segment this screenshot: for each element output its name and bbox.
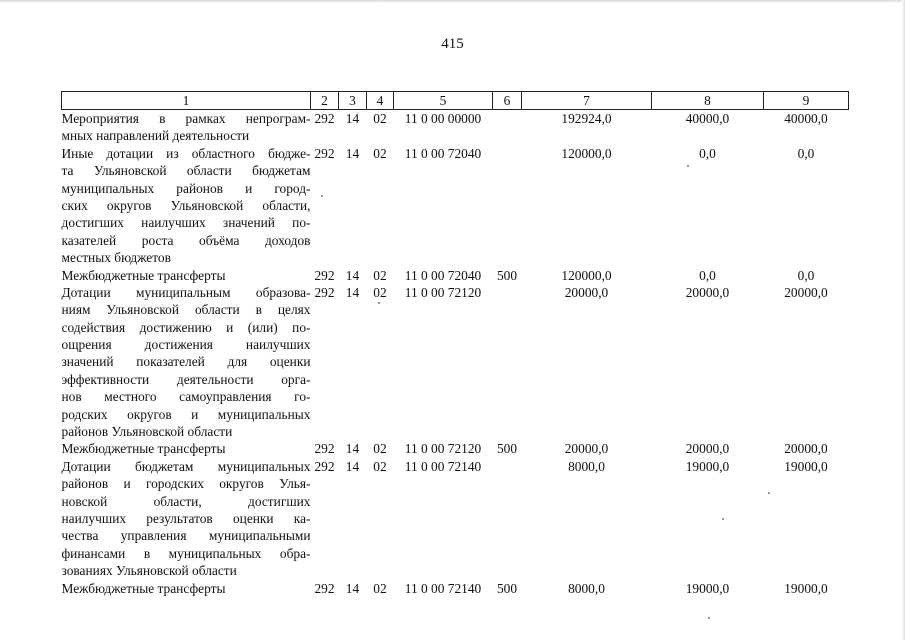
budget-table	[61, 91, 849, 597]
row-name-cell	[62, 458, 311, 580]
row-name-line: чества управления муниципальными	[61, 528, 311, 544]
row-name-line: Дотации бюджетам муниципальных	[61, 458, 311, 474]
amount-col7-cell: 120000,0	[561, 145, 612, 161]
ministry-code-cell: 292	[314, 284, 335, 300]
subsection-code-cell: 02	[373, 284, 387, 300]
amount-col9-cell: 20000,0	[784, 441, 828, 457]
row-name-line: районов и городских округов Улья-	[61, 476, 311, 492]
table-header-row	[62, 92, 849, 110]
amount-col9-cell: 20000,0	[784, 284, 828, 300]
table-row	[62, 284, 849, 441]
row-name-line: районов Ульяновской области	[61, 424, 233, 440]
table-row	[62, 110, 849, 145]
expense-type-cell: 500	[496, 267, 518, 283]
scan-speck	[321, 195, 323, 197]
amount-col9-cell: 19000,0	[784, 580, 828, 596]
table-row	[62, 580, 849, 597]
subsection-code-cell: 02	[373, 580, 387, 596]
target-article-cell: 11 0 00 72120	[404, 441, 482, 457]
page-number: 415	[441, 36, 464, 52]
amount-col9-cell: 0,0	[797, 267, 815, 283]
row-name-line: казателей роста объёма доходов	[61, 232, 311, 248]
row-name-line: та Ульяновской области бюджетам	[61, 163, 311, 179]
row-name-line: наилучших результатов оценки ка-	[61, 511, 311, 527]
column-header-2: 2	[311, 92, 339, 110]
row-name-cell	[62, 580, 311, 597]
row-name-line: Иные дотации из областного бюдже-	[61, 145, 311, 161]
row-name-line: ских округов Ульяновской области,	[61, 197, 311, 213]
row-name-line: Межбюджетные трансферты	[61, 441, 226, 457]
table-row	[62, 145, 849, 267]
column-header-4: 4	[367, 92, 394, 110]
section-code-cell: 14	[345, 580, 360, 596]
expense-type-cell: 500	[496, 580, 518, 596]
amount-col7-cell: 8000,0	[568, 458, 605, 474]
section-code-cell: 14	[345, 441, 360, 457]
row-name-line: местных бюджетов	[61, 250, 171, 266]
column-header-7: 7	[522, 92, 652, 110]
row-name-line: Дотации муниципальным образова-	[61, 284, 311, 300]
ministry-code-cell: 292	[314, 458, 335, 474]
column-header-8: 8	[652, 92, 764, 110]
scan-speck	[378, 302, 380, 304]
row-name-line: значений показателей для оценки	[61, 354, 311, 370]
row-name-line: новской области, достигших	[61, 493, 311, 509]
column-header-3: 3	[339, 92, 367, 110]
amount-col7-cell: 20000,0	[564, 284, 609, 300]
column-header-1: 1	[62, 92, 311, 110]
row-name-cell	[62, 440, 311, 457]
subsection-code-cell: 02	[373, 145, 387, 161]
row-name-cell	[62, 284, 311, 441]
row-name-line: ниям Ульяновской области в целях	[61, 302, 311, 318]
row-name-line: достигших наилучших значений по-	[61, 215, 311, 231]
expense-type-cell	[493, 110, 522, 145]
row-name-line: нов местного самоуправления го-	[61, 389, 311, 405]
amount-col9-cell: 40000,0	[784, 111, 828, 126]
ministry-code-cell: 292	[314, 145, 335, 161]
row-name-line: мных направлений деятельности	[61, 128, 250, 144]
amount-col7-cell: 120000,0	[561, 267, 612, 283]
expense-type-cell: 500	[496, 441, 518, 457]
target-article-cell: 11 0 00 72040	[404, 145, 482, 161]
amount-col7-cell: 20000,0	[564, 441, 609, 457]
section-code-cell: 14	[345, 267, 360, 283]
scan-speck	[722, 518, 724, 520]
scan-speck	[708, 617, 710, 619]
amount-col9-cell: 0,0	[797, 145, 815, 161]
row-name-line: зованиях Ульяновской области	[61, 563, 237, 579]
row-name-cell	[62, 110, 311, 145]
amount-col8-cell: 0,0	[699, 267, 716, 283]
target-article-cell: 11 0 00 72040	[404, 267, 482, 283]
table-row	[62, 267, 849, 284]
row-name-line: Межбюджетные трансферты	[61, 267, 226, 283]
amount-col8-cell: 40000,0	[685, 111, 730, 126]
section-code-cell: 14	[345, 458, 360, 474]
amount-col8-cell: 0,0	[699, 145, 716, 161]
section-code-cell: 14	[345, 145, 360, 161]
amount-col8-cell: 20000,0	[685, 284, 730, 300]
row-name-line: родских округов и муниципальных	[61, 406, 311, 422]
row-name-line: Межбюджетные трансферты	[61, 580, 226, 596]
expense-type-cell	[493, 145, 522, 267]
table-row	[62, 458, 849, 580]
target-article-cell: 11 0 00 72140	[404, 580, 482, 596]
target-article-cell: 11 0 00 72120	[404, 284, 482, 300]
row-name-cell	[62, 145, 311, 267]
target-article-cell: 11 0 00 72140	[404, 458, 482, 474]
row-name-line: ощрения достижения наилучших	[61, 337, 311, 353]
section-code-cell: 14	[345, 111, 360, 126]
ministry-code-cell: 292	[314, 111, 335, 126]
table-body	[62, 110, 849, 597]
subsection-code-cell: 02	[373, 441, 387, 457]
amount-col8-cell: 19000,0	[685, 580, 730, 596]
row-name-line: финансами в муниципальных обра-	[61, 545, 311, 561]
row-name-line: Мероприятия в рамках непрограм-	[61, 111, 311, 126]
row-name-line: муниципальных районов и город-	[61, 180, 311, 196]
amount-col8-cell: 19000,0	[685, 458, 730, 474]
table-row	[62, 440, 849, 457]
row-name-line: эффективности деятельности орга-	[61, 371, 311, 387]
expense-type-cell	[493, 284, 522, 441]
scan-edge-top	[0, 0, 905, 3]
column-header-5: 5	[394, 92, 493, 110]
scan-speck	[768, 492, 770, 494]
amount-col9-cell: 19000,0	[784, 458, 828, 474]
column-header-6: 6	[493, 92, 522, 110]
scan-speck	[687, 165, 689, 167]
subsection-code-cell: 02	[373, 458, 387, 474]
ministry-code-cell: 292	[314, 580, 335, 596]
row-name-line: содействия достижению и (или) по-	[61, 319, 311, 335]
amount-col7-cell: 192924,0	[561, 111, 612, 126]
expense-type-cell	[493, 458, 522, 580]
subsection-code-cell: 02	[373, 111, 387, 126]
ministry-code-cell: 292	[314, 267, 335, 283]
amount-col8-cell: 20000,0	[685, 441, 730, 457]
subsection-code-cell: 02	[373, 267, 387, 283]
section-code-cell: 14	[345, 284, 360, 300]
target-article-cell: 11 0 00 00000	[404, 111, 482, 126]
amount-col7-cell: 8000,0	[568, 580, 605, 596]
row-name-cell	[62, 267, 311, 284]
ministry-code-cell: 292	[314, 441, 335, 457]
column-header-9: 9	[764, 92, 849, 110]
